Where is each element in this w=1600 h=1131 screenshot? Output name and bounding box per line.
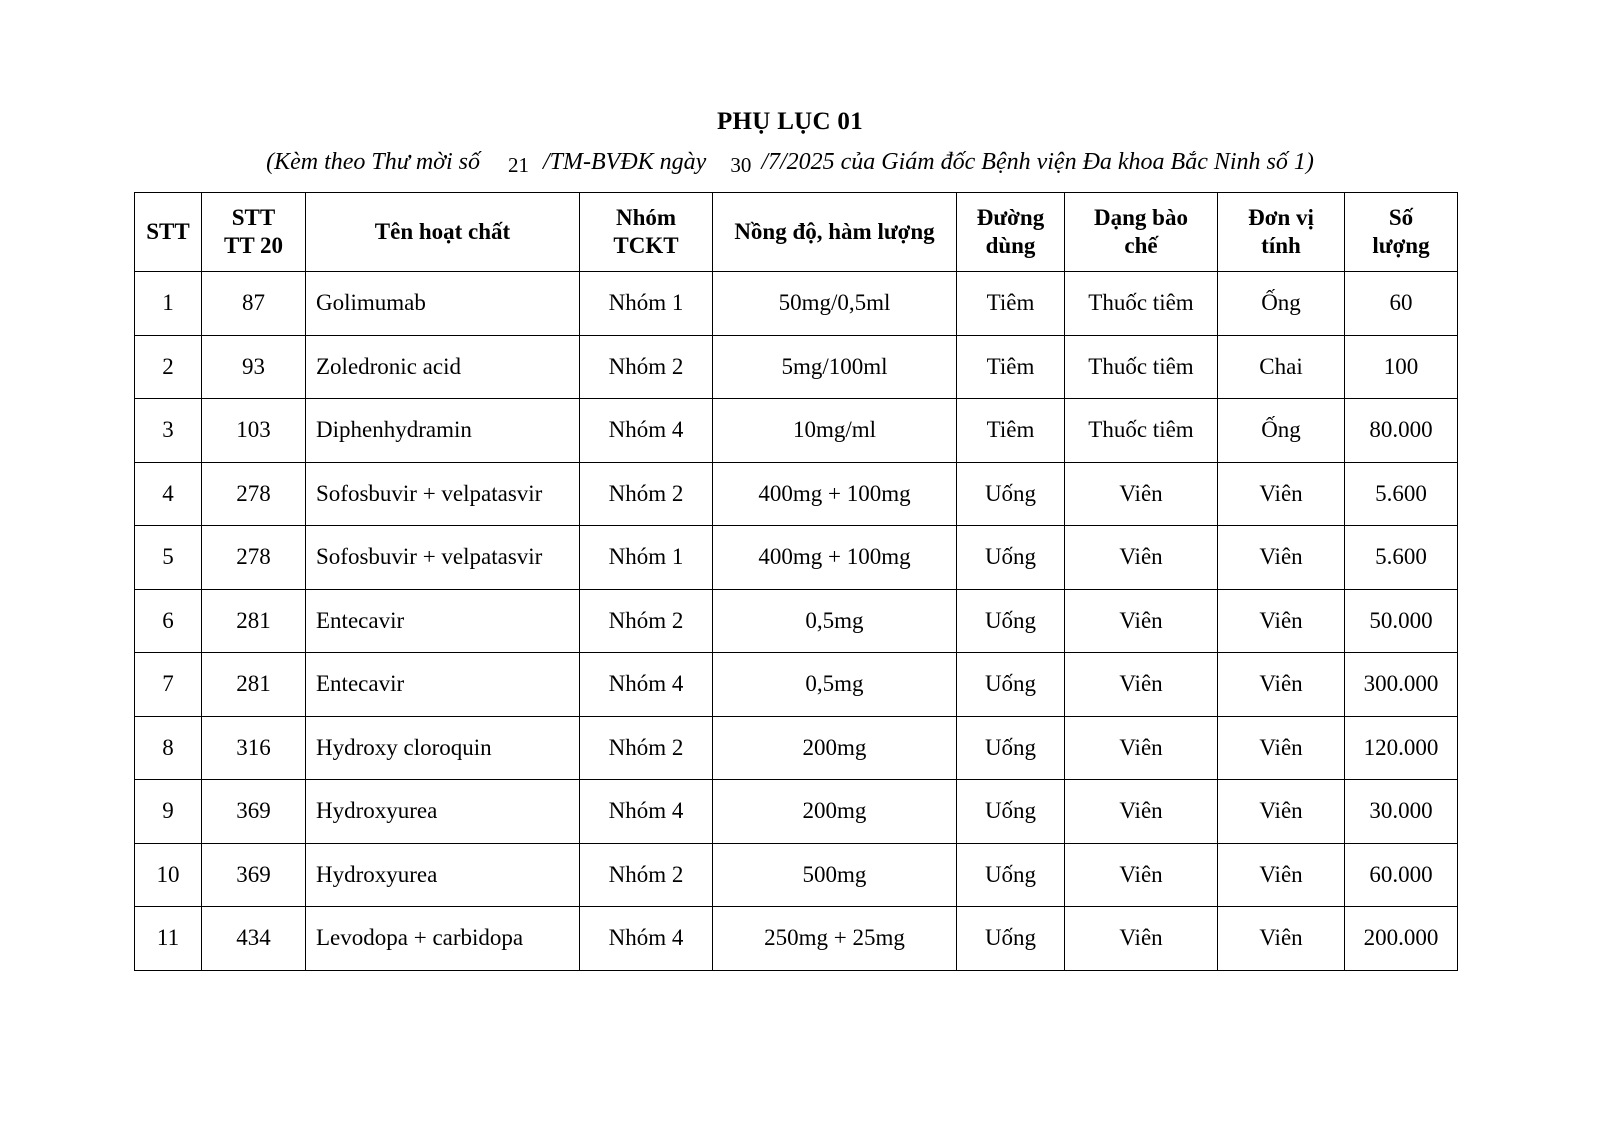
cell-quantity: 120.000 xyxy=(1345,716,1458,780)
cell-stt: 9 xyxy=(135,780,202,844)
cell-form: Viên xyxy=(1065,780,1218,844)
cell-form: Thuốc tiêm xyxy=(1065,272,1218,336)
subtitle xyxy=(0,149,1580,176)
page-title: PHỤ LỤC 01 xyxy=(716,108,864,135)
cell-group: Nhóm 4 xyxy=(580,907,713,971)
header-label-line: Dạng bào xyxy=(1094,205,1188,230)
header-route xyxy=(957,193,1065,272)
cell-stt-tt20: 103 xyxy=(202,399,306,463)
table-body xyxy=(135,272,1458,971)
cell-group: Nhóm 2 xyxy=(580,462,713,526)
cell-unit: Viên xyxy=(1218,716,1345,780)
drug-table xyxy=(134,192,1458,971)
cell-concentration: 0,5mg xyxy=(713,653,957,717)
header-label-line: TT 20 xyxy=(223,233,284,258)
cell-ingredient: Golimumab xyxy=(306,272,580,336)
letter-day: 30 xyxy=(730,153,752,177)
cell-unit: Viên xyxy=(1218,653,1345,717)
cell-stt: 11 xyxy=(135,907,202,971)
cell-stt: 6 xyxy=(135,589,202,653)
cell-stt-tt20: 87 xyxy=(202,272,306,336)
cell-concentration: 500mg xyxy=(713,843,957,907)
cell-form: Viên xyxy=(1065,653,1218,717)
cell-quantity: 80.000 xyxy=(1345,399,1458,463)
cell-quantity: 30.000 xyxy=(1345,780,1458,844)
cell-quantity: 5.600 xyxy=(1345,462,1458,526)
subtitle-text-2: /TM-BVĐK ngày xyxy=(543,149,707,175)
cell-concentration: 0,5mg xyxy=(713,589,957,653)
header-group xyxy=(580,193,713,272)
cell-ingredient: Sofosbuvir + velpatasvir xyxy=(306,526,580,590)
cell-stt: 8 xyxy=(135,716,202,780)
cell-unit: Viên xyxy=(1218,780,1345,844)
cell-concentration: 400mg + 100mg xyxy=(713,462,957,526)
header-label-line: Đường xyxy=(976,205,1045,230)
cell-group: Nhóm 4 xyxy=(580,399,713,463)
cell-unit: Viên xyxy=(1218,907,1345,971)
table-row xyxy=(135,907,1458,971)
cell-stt-tt20: 281 xyxy=(202,653,306,717)
cell-route: Uống xyxy=(957,653,1065,717)
cell-concentration: 10mg/ml xyxy=(713,399,957,463)
cell-form: Viên xyxy=(1065,589,1218,653)
cell-stt-tt20: 278 xyxy=(202,526,306,590)
cell-quantity: 300.000 xyxy=(1345,653,1458,717)
cell-route: Tiêm xyxy=(957,272,1065,336)
cell-unit: Viên xyxy=(1218,589,1345,653)
cell-ingredient: Diphenhydramin xyxy=(306,399,580,463)
cell-stt-tt20: 278 xyxy=(202,462,306,526)
cell-form: Viên xyxy=(1065,462,1218,526)
cell-form: Viên xyxy=(1065,526,1218,590)
cell-quantity: 100 xyxy=(1345,335,1458,399)
cell-stt-tt20: 369 xyxy=(202,780,306,844)
cell-route: Tiêm xyxy=(957,399,1065,463)
header-stt xyxy=(135,193,202,272)
cell-stt-tt20: 281 xyxy=(202,589,306,653)
cell-concentration: 400mg + 100mg xyxy=(713,526,957,590)
cell-route: Uống xyxy=(957,526,1065,590)
cell-route: Uống xyxy=(957,843,1065,907)
cell-route: Uống xyxy=(957,716,1065,780)
cell-unit: Chai xyxy=(1218,335,1345,399)
cell-stt: 5 xyxy=(135,526,202,590)
cell-stt-tt20: 93 xyxy=(202,335,306,399)
header-unit xyxy=(1218,193,1345,272)
cell-route: Tiêm xyxy=(957,335,1065,399)
table-row xyxy=(135,716,1458,780)
table-row xyxy=(135,780,1458,844)
cell-quantity: 60 xyxy=(1345,272,1458,336)
cell-route: Uống xyxy=(957,907,1065,971)
header-label-line: TCKT xyxy=(613,233,679,258)
cell-ingredient: Entecavir xyxy=(306,653,580,717)
cell-stt: 10 xyxy=(135,843,202,907)
header-quantity xyxy=(1345,193,1458,272)
cell-stt-tt20: 316 xyxy=(202,716,306,780)
cell-group: Nhóm 2 xyxy=(580,716,713,780)
header-label-line: Nhóm xyxy=(615,205,677,230)
cell-group: Nhóm 4 xyxy=(580,653,713,717)
cell-unit: Viên xyxy=(1218,526,1345,590)
cell-unit: Ống xyxy=(1218,272,1345,336)
table-row xyxy=(135,653,1458,717)
letter-number: 21 xyxy=(508,153,529,177)
cell-form: Viên xyxy=(1065,907,1218,971)
subtitle-text-3: /7/2025 của Giám đốc Bệnh viện Đa khoa Bắc Ninh số 1) xyxy=(761,149,1314,175)
table-row xyxy=(135,589,1458,653)
cell-form: Viên xyxy=(1065,716,1218,780)
cell-unit: Ống xyxy=(1218,399,1345,463)
cell-group: Nhóm 2 xyxy=(580,589,713,653)
cell-stt: 1 xyxy=(135,272,202,336)
cell-ingredient: Entecavir xyxy=(306,589,580,653)
cell-quantity: 60.000 xyxy=(1345,843,1458,907)
cell-stt-tt20: 369 xyxy=(202,843,306,907)
cell-ingredient: Hydroxy cloroquin xyxy=(306,716,580,780)
header-label-line: dùng xyxy=(985,233,1036,258)
header-ingredient xyxy=(306,193,580,272)
cell-form: Thuốc tiêm xyxy=(1065,335,1218,399)
cell-unit: Viên xyxy=(1218,462,1345,526)
table-row xyxy=(135,399,1458,463)
cell-group: Nhóm 2 xyxy=(580,843,713,907)
cell-quantity: 50.000 xyxy=(1345,589,1458,653)
table-row xyxy=(135,843,1458,907)
cell-form: Viên xyxy=(1065,843,1218,907)
cell-stt: 3 xyxy=(135,399,202,463)
header-concentration xyxy=(713,193,957,272)
cell-group: Nhóm 1 xyxy=(580,526,713,590)
header-label-line: STT xyxy=(146,219,190,244)
cell-stt-tt20: 434 xyxy=(202,907,306,971)
cell-stt: 7 xyxy=(135,653,202,717)
cell-ingredient: Sofosbuvir + velpatasvir xyxy=(306,462,580,526)
header-label-line: Tên hoạt chất xyxy=(374,219,511,244)
cell-unit: Viên xyxy=(1218,843,1345,907)
header-label-line: Nồng độ, hàm lượng xyxy=(734,219,935,244)
table-row xyxy=(135,272,1458,336)
cell-route: Uống xyxy=(957,589,1065,653)
table-row xyxy=(135,462,1458,526)
table-row xyxy=(135,335,1458,399)
cell-group: Nhóm 2 xyxy=(580,335,713,399)
header-label-line: STT xyxy=(231,205,276,230)
cell-ingredient: Hydroxyurea xyxy=(306,780,580,844)
cell-concentration: 200mg xyxy=(713,716,957,780)
cell-concentration: 5mg/100ml xyxy=(713,335,957,399)
cell-route: Uống xyxy=(957,780,1065,844)
cell-ingredient: Levodopa + carbidopa xyxy=(306,907,580,971)
cell-quantity: 200.000 xyxy=(1345,907,1458,971)
cell-stt: 4 xyxy=(135,462,202,526)
header-label-line: Đơn vị xyxy=(1248,205,1314,230)
table-header-row xyxy=(135,193,1458,272)
cell-ingredient: Zoledronic acid xyxy=(306,335,580,399)
cell-group: Nhóm 1 xyxy=(580,272,713,336)
cell-concentration: 250mg + 25mg xyxy=(713,907,957,971)
cell-quantity: 5.600 xyxy=(1345,526,1458,590)
cell-ingredient: Hydroxyurea xyxy=(306,843,580,907)
header-form xyxy=(1065,193,1218,272)
table-row xyxy=(135,526,1458,590)
cell-concentration: 50mg/0,5ml xyxy=(713,272,957,336)
header-label-line: Số xyxy=(1388,205,1414,230)
cell-stt: 2 xyxy=(135,335,202,399)
header-stt-tt20 xyxy=(202,193,306,272)
cell-group: Nhóm 4 xyxy=(580,780,713,844)
header-label-line: chế xyxy=(1124,233,1158,258)
cell-route: Uống xyxy=(957,462,1065,526)
cell-concentration: 200mg xyxy=(713,780,957,844)
header-label-line: lượng xyxy=(1372,233,1430,258)
cell-form: Thuốc tiêm xyxy=(1065,399,1218,463)
header-label-line: tính xyxy=(1261,233,1301,258)
subtitle-text-1: (Kèm theo Thư mời số xyxy=(266,149,480,175)
